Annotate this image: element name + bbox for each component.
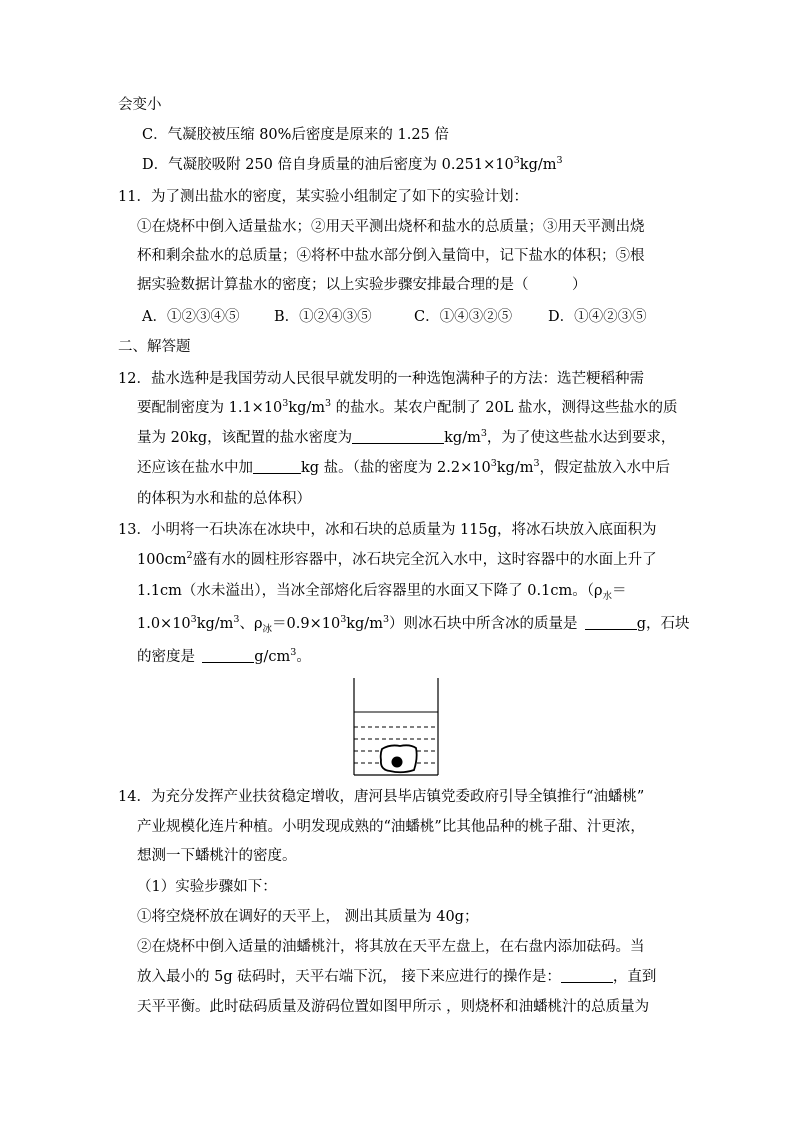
q10-option-d-text: D．气凝胶吸附 250 倍自身质量的油后密度为 0.251×10 [142,157,514,173]
q10-option-c: C．气凝胶被压缩 80%后密度是原来的 1.25 倍 [142,127,449,143]
q13-sub: 水 [602,591,613,602]
q13-text: 。 [296,649,311,665]
q13-text: 盛有水的圆柱形容器中，冰石块完全沉入水中，这时容器中的水面上升了 [192,552,657,568]
q12-line-5: 的体积为水和盐的总体积） [137,491,311,507]
q12-text: ，假定盐放入水中后 [539,460,670,476]
q11-options [142,307,647,327]
answer-blank[interactable] [585,615,637,630]
q12-line-3 [137,428,675,450]
q13-unit: kg/m [196,616,234,632]
q13-text: ＝0.9×10 [272,616,341,632]
q13-text: 1.1cm（水未溢出），当冰全部熔化后容器里的水面又下降了 0.1cm。（ρ [137,583,603,599]
answer-blank[interactable] [253,459,301,474]
q13-unit: g/cm [254,649,291,665]
q13-exp: 3 [340,614,347,625]
q12-exp: 3 [325,398,332,409]
q13-exp: 3 [290,647,297,658]
q13-exp: 3 [233,614,240,625]
stone [392,757,403,768]
q12-line-1: 12．盐水选种是我国劳动人民很早就发明的一种选饱满种子的方法：选芒粳稻种需 [118,371,644,387]
q14-line-3: 想测一下蟠桃汁的密度。 [137,848,297,864]
q11-line-2: 杯和剩余盐水的总质量；④将杯中盐水部分倒入量筒中，记下盐水的体积；⑤根 [137,248,645,264]
q12-unit: kg/m [288,400,326,416]
q14-line-5: ①将空烧杯放在调好的天平上， 测出其质量为 40g； [137,909,479,925]
q13-exp: 2 [186,550,193,561]
q14-line-2: 产业规模化连片种植。小明发现成熟的“油蟠桃”比其他品种的桃子甜、汁更浓， [137,819,645,835]
q14-line-1: 14．为充分发挥产业扶贫稳定增收，唐河县毕店镇党委政府引导全镇推行“油蟠桃” [118,789,645,805]
q14-text: 放入最小的 5g 砝码时，天平右端下沉， 接下来应进行的操作是： [137,969,561,985]
q11-option-d: D．①④②③⑤ [548,309,647,325]
q13-text: 100cm [137,552,187,568]
answer-blank[interactable] [202,648,254,663]
q13-text: 的密度是 [137,649,195,665]
q12-unit: kg/m [496,460,534,476]
q10-option-d [142,155,563,177]
q12-text: 量为 20kg，该配置的盐水密度为 [137,430,353,446]
q12-exp: 3 [282,398,289,409]
q12-exp: 3 [480,428,487,439]
q10-option-d-unit-exp: 3 [556,155,563,166]
q13-line-3 [137,581,627,603]
q13-line-5 [137,647,311,669]
q13-text: 、ρ [239,616,263,632]
q12-unit: kg/m [444,430,481,446]
q12-line-4 [137,458,670,480]
q13-text: g，石块 [636,616,690,632]
q13-sub: 冰 [262,624,273,635]
q12-exp: 3 [490,458,497,469]
q13-line-2 [137,550,657,572]
q12-exp: 3 [533,458,540,469]
q14-line-8: 天平平衡。此时砝码质量及游码位置如图甲所示 ，则烧杯和油蟠桃汁的总质量为 [137,999,650,1015]
q10-option-d-exp: 3 [513,155,520,166]
answer-blank[interactable] [561,968,613,983]
q10-option-d-unit: kg/m [519,157,557,173]
q11-line-1: ①在烧杯中倒入适量盐水；②用天平测出烧杯和盐水的总质量；③用天平测出烧 [137,219,645,235]
q13-line-1: 13．小明将一石块冻在冰块中，冰和石块的总质量为 115g，将冰石块放入底面积为 [118,522,657,538]
q13-exp: 3 [382,614,389,625]
q14-text: ，直到 [612,969,657,985]
q12-text: 要配制密度为 1.1×10 [137,400,283,416]
q10-tail: 会变小 [118,97,162,113]
q12-line-2 [137,398,677,420]
q14-line-4: （1）实验步骤如下： [137,879,277,895]
q12-text: 还应该在盐水中加 [137,460,253,476]
q13-exp: 3 [190,614,197,625]
q12-text: ，为了使这些盐水达到要求， [486,430,676,446]
q12-text: 的盐水。某农户配制了 20L 盐水，测得这些盐水的质 [331,400,678,416]
answer-blank[interactable] [352,429,444,444]
q13-text: 1.0×10 [137,616,191,632]
q13-line-4 [137,614,690,636]
q14-line-7 [137,967,656,987]
q13-unit: kg/m [346,616,383,632]
container-figure [352,678,442,778]
q11-option-c: C．①④③②⑤ [414,309,513,325]
q11-option-b: B．①②④③⑤ [274,309,372,325]
q12-text: kg 盐。（盐的密度为 2.2×10 [301,460,491,476]
q11-option-a: A．①②③④⑤ [142,309,240,325]
q11-line-3: 据实验数据计算盐水的密度；以上实验步骤安排最合理的是（ ） [137,277,587,293]
q13-text: ）则冰石块中所含冰的质量是 [388,616,578,632]
section-title: 二、解答题 [118,339,191,355]
q11-stem: 11．为了测出盐水的密度，某实验小组制定了如下的实验计划： [118,189,528,205]
q13-text: ＝ [612,583,627,599]
q14-line-6: ②在烧杯中倒入适量的油蟠桃汁，将其放在天平左盘上，在右盘内添加砝码。当 [137,939,645,955]
